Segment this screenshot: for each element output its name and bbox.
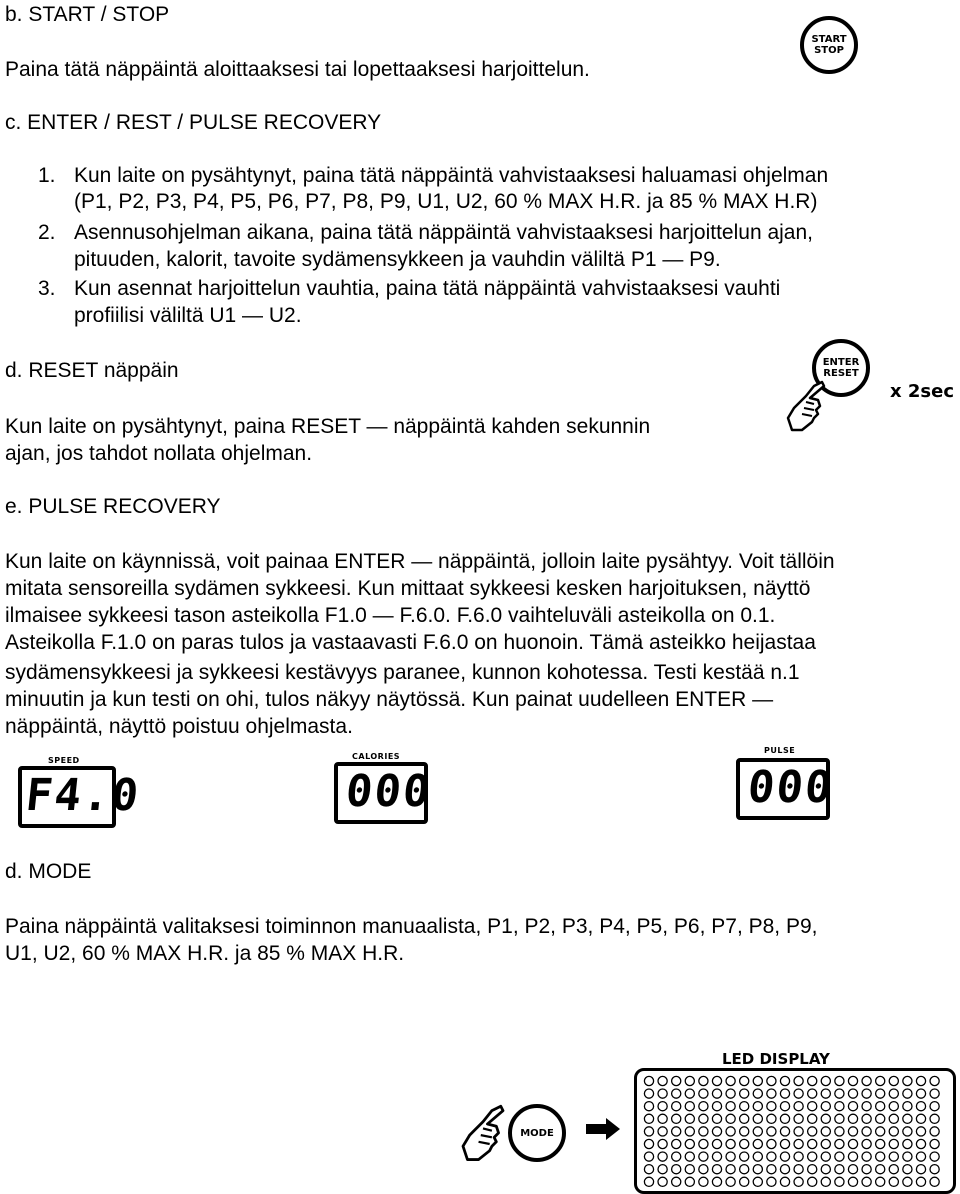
led-dot <box>740 1152 749 1161</box>
enter-item-number: 2. <box>38 221 56 244</box>
led-dot <box>794 1152 803 1161</box>
led-dot <box>644 1152 653 1161</box>
led-dot <box>699 1114 708 1123</box>
led-dot <box>767 1127 776 1136</box>
led-dot <box>794 1089 803 1098</box>
led-dot <box>658 1089 667 1098</box>
pulse-line: sydämensykkeesi ja sykkeesi kestävyys paranee, kunnon kohotessa. Testi kestää n.1 <box>5 661 800 684</box>
pulse-line: Kun laite on käynnissä, voit painaa ENTER — näppäintä, jolloin laite pysähtyy. Voit tällöin <box>5 550 835 573</box>
led-dot <box>848 1139 857 1148</box>
led-dot <box>889 1076 898 1085</box>
led-dot <box>808 1152 817 1161</box>
led-dot <box>672 1139 681 1148</box>
led-dot <box>876 1177 885 1186</box>
led-dot <box>835 1102 844 1111</box>
led-dot <box>903 1089 912 1098</box>
led-dot <box>658 1127 667 1136</box>
led-dot <box>685 1139 694 1148</box>
led-dot <box>889 1102 898 1111</box>
led-dot <box>753 1152 762 1161</box>
led-dot <box>658 1165 667 1174</box>
led-dot <box>821 1152 830 1161</box>
led-dot <box>644 1076 653 1085</box>
led-dot <box>808 1076 817 1085</box>
led-dot <box>644 1177 653 1186</box>
led-dot <box>889 1177 898 1186</box>
led-dot <box>672 1127 681 1136</box>
enter-item-line: (P1, P2, P3, P4, P5, P6, P7, P8, P9, U1, U2, 60 % MAX H.R. ja 85 % MAX H.R) <box>74 190 818 213</box>
led-dot <box>740 1089 749 1098</box>
led-dot <box>767 1152 776 1161</box>
led-dot <box>753 1127 762 1136</box>
pulse-display-value: 000 <box>745 762 837 813</box>
arrow-right-icon <box>586 1118 620 1140</box>
led-dot <box>889 1127 898 1136</box>
led-display-panel <box>634 1068 956 1194</box>
enter-item-line: pituuden, kalorit, tavoite sydämensykkeen ja vauhdin väliltä P1 — P9. <box>74 248 721 271</box>
pulse-display-label: PULSE <box>764 746 796 755</box>
led-dot <box>672 1089 681 1098</box>
led-dot <box>712 1152 721 1161</box>
led-dot <box>862 1076 871 1085</box>
led-dot <box>658 1102 667 1111</box>
enter-item-line: Kun asennat harjoittelun vauhtia, paina tätä näppäintä vahvistaaksesi vauhti <box>74 277 781 300</box>
led-dot <box>821 1165 830 1174</box>
led-dot <box>862 1089 871 1098</box>
led-dot <box>862 1127 871 1136</box>
led-dot <box>780 1127 789 1136</box>
led-dot <box>808 1089 817 1098</box>
led-dot <box>726 1177 735 1186</box>
enter-reset-button-line2: RESET <box>823 368 859 379</box>
led-dot <box>699 1152 708 1161</box>
heading-enter: c. ENTER / REST / PULSE RECOVERY <box>5 111 382 134</box>
led-dot <box>685 1089 694 1098</box>
led-dot <box>726 1165 735 1174</box>
led-dot <box>848 1114 857 1123</box>
led-dot <box>699 1089 708 1098</box>
led-dot <box>672 1165 681 1174</box>
start-stop-button[interactable] <box>800 16 858 74</box>
led-dot <box>699 1165 708 1174</box>
led-dot <box>740 1139 749 1148</box>
led-dot <box>794 1127 803 1136</box>
led-dot <box>740 1102 749 1111</box>
led-dot <box>876 1127 885 1136</box>
led-dot <box>903 1102 912 1111</box>
led-dot <box>712 1177 721 1186</box>
led-dot <box>889 1165 898 1174</box>
led-display-title: LED DISPLAY <box>722 1050 830 1068</box>
led-dot <box>930 1102 939 1111</box>
led-dot <box>794 1114 803 1123</box>
led-dot <box>672 1152 681 1161</box>
led-dot <box>740 1114 749 1123</box>
led-dot <box>658 1177 667 1186</box>
mode-line: Paina näppäintä valitaksesi toiminnon manuaalista, P1, P2, P3, P4, P5, P6, P7, P8, P9, <box>5 915 818 938</box>
led-dot <box>685 1177 694 1186</box>
start-stop-button-line2: STOP <box>814 45 844 56</box>
led-dot <box>835 1152 844 1161</box>
led-dot <box>712 1076 721 1085</box>
led-dot <box>903 1165 912 1174</box>
hand-pointer-icon <box>784 380 828 434</box>
led-dot <box>821 1089 830 1098</box>
led-dot <box>862 1139 871 1148</box>
led-dot <box>889 1114 898 1123</box>
led-dot <box>808 1127 817 1136</box>
led-dot <box>644 1102 653 1111</box>
led-dot <box>726 1127 735 1136</box>
led-dot <box>712 1089 721 1098</box>
led-dot <box>862 1152 871 1161</box>
led-dot <box>753 1165 762 1174</box>
led-dot <box>889 1139 898 1148</box>
led-dot <box>672 1177 681 1186</box>
led-dot <box>876 1152 885 1161</box>
led-dot <box>767 1177 776 1186</box>
led-dot <box>726 1102 735 1111</box>
led-dot <box>903 1177 912 1186</box>
led-dot <box>699 1076 708 1085</box>
led-dot <box>916 1152 925 1161</box>
led-dot <box>808 1102 817 1111</box>
enter-item-line: Kun laite on pysähtynyt, paina tätä näppäintä vahvistaaksesi haluamasi ohjelman <box>74 164 829 187</box>
led-dot <box>821 1177 830 1186</box>
led-dot <box>644 1139 653 1148</box>
led-dot <box>835 1177 844 1186</box>
led-dot <box>767 1076 776 1085</box>
led-dot <box>903 1114 912 1123</box>
led-dot <box>753 1076 762 1085</box>
mode-button-label: MODE <box>520 1127 554 1139</box>
led-dot <box>821 1114 830 1123</box>
led-dot-grid <box>637 1071 953 1191</box>
led-dot <box>753 1114 762 1123</box>
led-dot <box>780 1089 789 1098</box>
led-dot <box>685 1152 694 1161</box>
led-dot <box>930 1114 939 1123</box>
led-dot <box>903 1127 912 1136</box>
led-dot <box>916 1114 925 1123</box>
enter-item-line: profiilisi väliltä U1 — U2. <box>74 304 302 327</box>
led-dot <box>780 1177 789 1186</box>
led-dot <box>862 1114 871 1123</box>
led-dot <box>780 1165 789 1174</box>
led-dot <box>767 1114 776 1123</box>
led-dot <box>685 1102 694 1111</box>
pulse-display <box>736 758 837 820</box>
led-dot <box>848 1102 857 1111</box>
led-dot <box>930 1165 939 1174</box>
speed-display <box>18 766 143 828</box>
led-dot <box>794 1177 803 1186</box>
led-dot <box>835 1127 844 1136</box>
hand-pointer-icon <box>458 1104 508 1164</box>
led-dot <box>848 1152 857 1161</box>
led-dot <box>876 1102 885 1111</box>
pulse-line: näppäintä, näyttö poistuu ohjelmasta. <box>5 715 353 738</box>
led-dot <box>672 1102 681 1111</box>
pulse-line: mitata sensoreilla sydämen sykkeesi. Kun mittaat sykkeesi kesken harjoituksen, näyttö <box>5 577 811 600</box>
led-dot <box>889 1089 898 1098</box>
led-dot <box>794 1102 803 1111</box>
led-dot <box>685 1076 694 1085</box>
led-dot <box>780 1139 789 1148</box>
calories-display <box>334 762 435 824</box>
led-dot <box>916 1165 925 1174</box>
led-dot <box>794 1139 803 1148</box>
heading-mode: d. MODE <box>5 860 92 883</box>
led-dot <box>699 1127 708 1136</box>
led-dot <box>835 1076 844 1085</box>
led-dot <box>712 1139 721 1148</box>
led-dot <box>658 1139 667 1148</box>
led-dot <box>821 1127 830 1136</box>
led-dot <box>794 1165 803 1174</box>
led-dot <box>930 1089 939 1098</box>
led-dot <box>876 1076 885 1085</box>
led-dot <box>712 1102 721 1111</box>
led-dot <box>876 1089 885 1098</box>
led-dot <box>644 1089 653 1098</box>
led-dot <box>848 1165 857 1174</box>
led-dot <box>916 1139 925 1148</box>
led-dot <box>672 1114 681 1123</box>
led-dot <box>685 1165 694 1174</box>
led-dot <box>848 1076 857 1085</box>
led-dot <box>767 1102 776 1111</box>
led-dot <box>767 1139 776 1148</box>
led-dot <box>794 1076 803 1085</box>
start-stop-button-line1: START <box>811 34 847 45</box>
led-dot <box>780 1152 789 1161</box>
hold-duration-label: x 2sec <box>890 381 954 402</box>
pulse-line: Asteikolla F.1.0 on paras tulos ja vastaavasti F.6.0 on huonoin. Tämä asteikko heijastaa <box>5 631 816 654</box>
led-dot <box>685 1127 694 1136</box>
led-dot <box>903 1152 912 1161</box>
led-dot <box>740 1177 749 1186</box>
led-dot <box>862 1177 871 1186</box>
led-dot <box>821 1139 830 1148</box>
led-dot <box>903 1139 912 1148</box>
led-dot <box>848 1177 857 1186</box>
led-dot <box>726 1089 735 1098</box>
led-dot <box>835 1165 844 1174</box>
led-dot <box>821 1102 830 1111</box>
led-dot <box>753 1139 762 1148</box>
led-dot <box>726 1152 735 1161</box>
pulse-line: ilmaisee sykkeesi tason asteikolla F1.0 — F.6.0. F.6.0 vaihteluväli asteikolla on 0.1. <box>5 604 776 627</box>
led-dot <box>930 1152 939 1161</box>
led-dot <box>930 1076 939 1085</box>
mode-button[interactable] <box>508 1104 566 1162</box>
speed-display-value: F4.0 <box>23 770 143 821</box>
led-dot <box>644 1165 653 1174</box>
led-dot <box>808 1165 817 1174</box>
led-dot <box>835 1114 844 1123</box>
led-dot <box>808 1177 817 1186</box>
led-dot <box>876 1139 885 1148</box>
led-dot <box>767 1165 776 1174</box>
led-dot <box>916 1076 925 1085</box>
pulse-line: minuutin ja kun testi on ohi, tulos näkyy näytössä. Kun painat uudelleen ENTER — <box>5 688 774 711</box>
led-dot <box>658 1152 667 1161</box>
led-dot <box>821 1076 830 1085</box>
led-dot <box>699 1177 708 1186</box>
led-dot <box>726 1076 735 1085</box>
led-dot <box>658 1114 667 1123</box>
led-dot <box>753 1089 762 1098</box>
led-dot <box>644 1114 653 1123</box>
led-dot <box>876 1165 885 1174</box>
led-dot <box>889 1152 898 1161</box>
led-dot <box>712 1127 721 1136</box>
led-dot <box>862 1165 871 1174</box>
led-dot <box>780 1114 789 1123</box>
led-dot <box>848 1089 857 1098</box>
start-stop-description: Paina tätä näppäintä aloittaaksesi tai lopettaaksesi harjoittelun. <box>5 58 590 81</box>
led-dot <box>740 1076 749 1085</box>
led-dot <box>780 1102 789 1111</box>
led-dot <box>930 1127 939 1136</box>
led-dot <box>740 1165 749 1174</box>
enter-reset-button-line1: ENTER <box>822 357 860 368</box>
led-dot <box>876 1114 885 1123</box>
led-dot <box>726 1114 735 1123</box>
led-dot <box>835 1089 844 1098</box>
led-dot <box>808 1139 817 1148</box>
reset-line: ajan, jos tahdot nollata ohjelman. <box>5 442 313 465</box>
led-dot <box>903 1076 912 1085</box>
led-dot <box>699 1102 708 1111</box>
led-dot <box>916 1177 925 1186</box>
led-dot <box>712 1114 721 1123</box>
led-dot <box>740 1127 749 1136</box>
led-dot <box>672 1076 681 1085</box>
led-dot <box>780 1076 789 1085</box>
led-dot <box>658 1076 667 1085</box>
calories-display-label: CALORIES <box>352 752 401 761</box>
led-dot <box>726 1139 735 1148</box>
led-dot <box>930 1177 939 1186</box>
led-dot <box>644 1127 653 1136</box>
led-dot <box>808 1114 817 1123</box>
led-dot <box>767 1089 776 1098</box>
led-dot <box>916 1127 925 1136</box>
heading-reset: d. RESET näppäin <box>5 359 179 382</box>
mode-line: U1, U2, 60 % MAX H.R. ja 85 % MAX H.R. <box>5 942 405 965</box>
led-dot <box>753 1102 762 1111</box>
led-dot <box>916 1102 925 1111</box>
reset-line: Kun laite on pysähtynyt, paina RESET — näppäintä kahden sekunnin <box>5 415 651 438</box>
heading-start-stop: b. START / STOP <box>5 3 170 26</box>
led-dot <box>753 1177 762 1186</box>
calories-display-value: 000 <box>343 766 435 817</box>
led-dot <box>835 1139 844 1148</box>
led-dot <box>848 1127 857 1136</box>
led-dot <box>916 1089 925 1098</box>
speed-display-label: SPEED <box>48 756 80 765</box>
led-dot <box>699 1139 708 1148</box>
led-dot <box>712 1165 721 1174</box>
led-dot <box>930 1139 939 1148</box>
heading-pulse-recovery: e. PULSE RECOVERY <box>5 495 221 518</box>
enter-item-line: Asennusohjelman aikana, paina tätä näppäintä vahvistaaksesi harjoittelun ajan, <box>74 221 813 244</box>
enter-item-number: 3. <box>38 277 56 300</box>
enter-item-number: 1. <box>38 164 56 187</box>
led-dot <box>862 1102 871 1111</box>
led-dot <box>685 1114 694 1123</box>
